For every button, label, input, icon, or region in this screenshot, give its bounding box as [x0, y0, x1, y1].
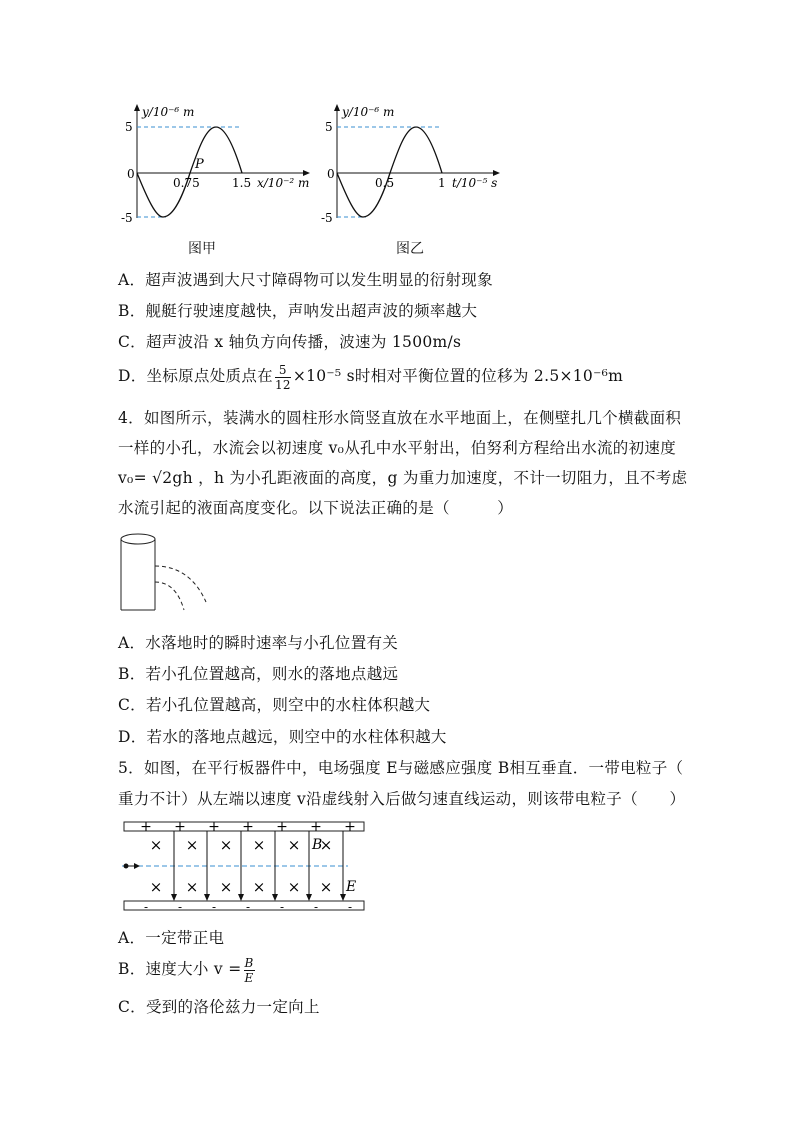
q5-stem-line1: 5．如图，在平行板器件中，电场强度 E与磁感应强度 B相互垂直．一带电粒子（ — [118, 759, 684, 777]
label-e: E — [346, 879, 357, 895]
minus-sign: - — [143, 900, 149, 914]
tick-0: 0 — [127, 167, 135, 181]
minus-sign: - — [279, 900, 285, 914]
parallel-plate-figure — [118, 818, 370, 914]
cross-mark: × — [287, 836, 301, 854]
cross-mark: × — [252, 836, 266, 854]
q5-stem-line2: 重力不计）从左端以速度 v沿虚线射入后做匀速直线运动，则该带电粒子（ ） — [118, 790, 686, 808]
q4-option-d: D．若水的落地点越远，则空中的水柱体积越大 — [118, 728, 447, 746]
field-arrowhead — [204, 894, 210, 901]
q4-option-a: A．水落地时的瞬时速率与小孔位置有关 — [118, 634, 399, 652]
q5-option-a: A．一定带正电 — [118, 929, 225, 947]
fraction-5-12 — [275, 363, 291, 392]
axis-label-x: t/10⁻⁵ s — [452, 176, 498, 190]
cross-mark: × — [149, 836, 163, 854]
tick-5: 5 — [325, 120, 333, 134]
q3-option-a: A．超声波遇到大尺寸障碍物可以发生明显的衍射现象 — [118, 271, 493, 289]
field-arrowhead — [340, 894, 346, 901]
minus-sign: - — [245, 900, 251, 914]
plus-sign: + — [140, 819, 152, 835]
tick-0: 0 — [327, 167, 335, 181]
plus-sign: + — [242, 819, 254, 835]
fraction-denominator: 12 — [274, 377, 291, 392]
fraction-numerator: B — [244, 955, 254, 970]
caption-figure-a: 图甲 — [188, 241, 216, 257]
tick-minus-5: -5 — [121, 211, 133, 225]
tick-0.5: 0.5 — [375, 176, 395, 190]
fraction-b-over-e — [244, 956, 255, 985]
fraction-denominator: E — [244, 970, 254, 985]
wave-graph-b — [318, 100, 518, 235]
axis-label-y: y/10⁻⁶ m — [142, 105, 195, 119]
cross-mark: × — [252, 878, 266, 896]
plus-sign: + — [310, 819, 322, 835]
q3-option-d-suffix: ×10⁻⁵ s时相对平衡位置的位移为 2.5×10⁻⁶m — [292, 367, 624, 385]
plus-sign: + — [174, 819, 186, 835]
q5-option-c: C．受到的洛伦兹力一定向上 — [118, 998, 320, 1016]
cross-mark: × — [319, 878, 333, 896]
field-arrowhead — [306, 894, 312, 901]
label-b: B — [312, 837, 323, 853]
plus-sign: + — [276, 819, 288, 835]
field-arrowhead — [238, 894, 244, 901]
q4-option-c: C．若小孔位置越高，则空中的水柱体积越大 — [118, 696, 431, 714]
tick-5: 5 — [125, 120, 133, 134]
field-arrowhead — [272, 894, 278, 901]
cross-mark: × — [319, 836, 333, 854]
minus-sign: - — [177, 900, 183, 914]
cross-mark: × — [149, 878, 163, 896]
q4-stem-line1: 4．如图所示，装满水的圆柱形水筒竖直放在水平地面上，在侧壁扎几个横截面积 — [118, 409, 682, 427]
field-arrowhead — [171, 894, 177, 901]
q3-option-b: B．舰艇行驶速度越快，声呐发出超声波的频率越大 — [118, 302, 478, 320]
cross-mark: × — [185, 836, 199, 854]
water-cylinder-figure — [118, 530, 218, 620]
wave-graph-a — [118, 100, 318, 235]
caption-figure-b: 图乙 — [396, 241, 424, 257]
minus-sign: - — [211, 900, 217, 914]
cross-mark: × — [287, 878, 301, 896]
tick-minus-5: -5 — [321, 211, 333, 225]
q5-option-b-prefix: B．速度大小 v = — [118, 960, 242, 978]
q4-stem-line4: 水流引起的液面高度变化。以下说法正确的是（ ） — [118, 499, 514, 517]
axis-label-y: y/10⁻⁶ m — [342, 105, 395, 119]
q3-option-c: C．超声波沿 x 轴负方向传播，波速为 1500m/s — [118, 333, 462, 351]
plus-sign: + — [344, 819, 356, 835]
minus-sign: - — [347, 900, 353, 914]
axis-label-x: x/10⁻² m — [257, 176, 310, 190]
cross-mark: × — [219, 836, 233, 854]
tick-1.5: 1.5 — [232, 176, 252, 190]
point-p-label: P — [195, 157, 204, 172]
q4-stem-line3: v₀= √2gh ，h 为小孔距液面的高度，g 为重力加速度，不计一切阻力，且不考虑 — [118, 469, 688, 487]
q5-option-b — [118, 952, 257, 986]
minus-sign: - — [313, 900, 319, 914]
fraction-numerator: 5 — [275, 363, 291, 378]
q4-stem-line2: 一样的小孔，水流会以初速度 v₀从孔中水平射出，伯努利方程给出水流的初速度 — [118, 439, 676, 457]
tick-1: 1 — [438, 176, 446, 190]
q3-option-d-prefix: D．坐标原点处质点在 — [118, 367, 273, 385]
cross-mark: × — [219, 878, 233, 896]
q3-option-d — [118, 360, 623, 392]
plus-sign: + — [208, 819, 220, 835]
tick-0.75: 0.75 — [173, 176, 200, 190]
q4-option-b: B．若小孔位置越高，则水的落地点越远 — [118, 665, 399, 683]
cross-mark: × — [185, 878, 199, 896]
